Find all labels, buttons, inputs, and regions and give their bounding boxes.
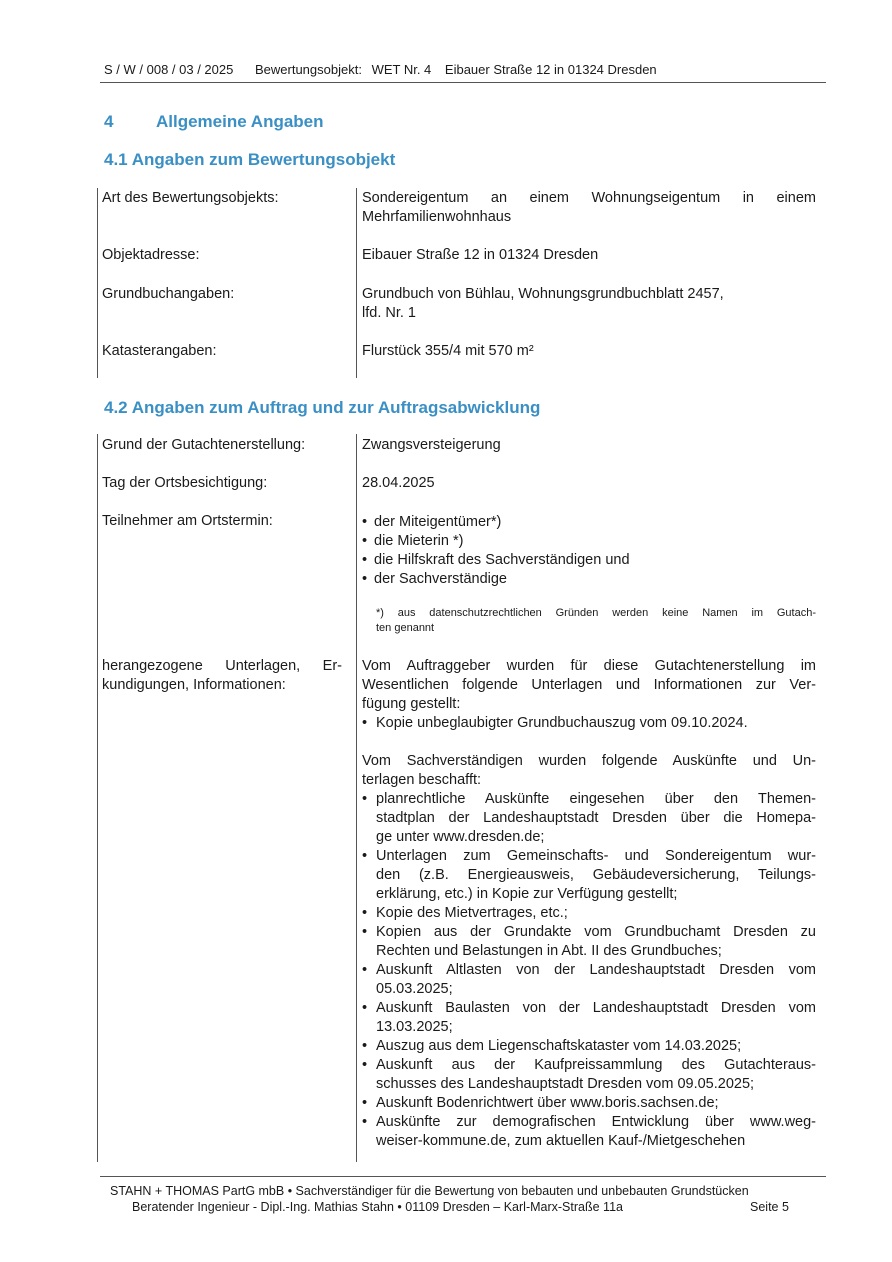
value-ortsbesichtigung: 28.04.2025 <box>362 475 435 491</box>
list-item-line: • Auskunft aus der Kaufpreissammlung des Gutachteraus- <box>376 1057 816 1073</box>
list-item <box>362 904 816 923</box>
table-column-divider <box>356 188 357 378</box>
list-item-line: weiser-kommune.de, zum aktuellen Kauf-/Mietgeschehen <box>376 1133 746 1149</box>
footer-divider <box>100 1176 826 1177</box>
list-item-line: • Auskunft Bodenrichtwert über www.boris.sachsen.de; <box>376 1095 719 1111</box>
value-line: Grundbuch von Bühlau, Wohnungsgrundbuchblatt 2457, <box>362 286 724 302</box>
document-reference: S / W / 008 / 03 / 2025 <box>104 62 234 77</box>
list-item-line: 05.03.2025; <box>376 981 453 997</box>
list-item-line: • planrechtliche Auskünfte eingesehen über den Themen- <box>376 791 816 807</box>
label-line: kundigungen, Informationen: <box>102 677 286 693</box>
section-number: 4 <box>104 112 114 131</box>
label-art: Art des Bewertungsobjekts: <box>102 190 279 206</box>
label-ortsbesichtigung: Tag der Ortsbesichtigung: <box>102 475 268 491</box>
auftraggeber-block <box>362 657 816 733</box>
section-4-2-heading: 4.2 Angaben zum Auftrag und zur Auftragsabwicklung <box>104 398 541 417</box>
value-grundbuch <box>362 285 816 323</box>
sachverstaendiger-block <box>362 752 816 1151</box>
footer-company: STAHN + THOMAS PartG mbB • Sachverständiger für die Bewertung von bebauten und unbebauten Grundstücken <box>110 1184 749 1198</box>
value-art <box>362 189 816 227</box>
list-item <box>362 1113 816 1151</box>
list-item-line: • Kopie des Mietvertrages, etc.; <box>376 905 568 921</box>
footer-address: Beratender Ingenieur - Dipl.-Ing. Mathias Stahn • 01109 Dresden – Karl-Marx-Straße 11a <box>132 1200 623 1214</box>
sources-list <box>362 790 816 1151</box>
list-item <box>362 790 816 847</box>
object-unit: WET Nr. 4 <box>371 62 432 77</box>
list-item-line: schusses des Landeshauptstadt Dresden vom 09.05.2025; <box>376 1076 755 1092</box>
list-item-line: Rechten und Belastungen in Abt. II des Grundbuches; <box>376 943 722 959</box>
list-item-line: • Auskunft Baulasten von der Landeshauptstadt Dresden vom <box>376 1000 816 1016</box>
paragraph-line: Vom Auftraggeber wurden für diese Gutachtenerstellung im <box>362 658 816 674</box>
list-item-line: • Unterlagen zum Gemeinschafts- und Sondereigentum wur- <box>376 848 816 864</box>
label-line: herangezogene Unterlagen, Er- <box>102 658 342 674</box>
list-item-line: stadtplan der Landeshauptstadt Dresden über die Homepa- <box>376 810 816 826</box>
privacy-footnote <box>376 606 816 636</box>
object-address: Eibauer Straße 12 in 01324 Dresden <box>444 62 657 77</box>
list-item <box>362 923 816 961</box>
list-item-line: 13.03.2025; <box>376 1019 453 1035</box>
footnote-line: *) aus datenschutzrechtlichen Gründen werden keine Namen im Gutach- <box>376 607 816 619</box>
list-item: • der Sachverständige <box>362 570 816 589</box>
list-item-line: • Auszug aus dem Liegenschaftskataster vom 14.03.2025; <box>376 1038 742 1054</box>
list-item <box>362 999 816 1037</box>
list-item: • die Mieterin *) <box>362 532 816 551</box>
list-item: • Kopie unbeglaubigter Grundbuchauszug vom 09.10.2024. <box>362 714 816 733</box>
paragraph-line: terlagen beschafft: <box>362 772 482 788</box>
list-item-line: • Kopien aus der Grundakte vom Grundbuchamt Dresden zu <box>376 924 816 940</box>
footnote-line: ten genannt <box>376 622 435 634</box>
value-grund: Zwangsversteigerung <box>362 437 501 453</box>
section-title: Allgemeine Angaben <box>156 112 324 131</box>
list-item-line: • Auskunft Altlasten von der Landeshauptstadt Dresden vom <box>376 962 816 978</box>
list-item <box>362 1094 816 1113</box>
section-4-1-heading: 4.1 Angaben zum Bewertungsobjekt <box>104 150 396 169</box>
paragraph-line: Vom Sachverständigen wurden folgende Auskünfte und Un- <box>362 753 816 769</box>
label-teilnehmer: Teilnehmer am Ortstermin: <box>102 513 273 529</box>
table-left-border <box>97 188 98 378</box>
list-item <box>362 847 816 904</box>
label-objektadresse: Objektadresse: <box>102 247 200 263</box>
label-kataster: Katasterangaben: <box>102 343 217 359</box>
value-line: lfd. Nr. 1 <box>362 305 416 321</box>
label-grund: Grund der Gutachtenerstellung: <box>102 437 306 453</box>
table-left-border <box>97 434 98 1162</box>
paragraph-line: Wesentlichen folgende Unterlagen und Informationen zur Ver- <box>362 677 816 693</box>
list-item <box>362 961 816 999</box>
header-divider <box>100 82 826 83</box>
list-item: • der Miteigentümer*) <box>362 513 816 532</box>
list-item-line: den (z.B. Energieausweis, Gebäudeversicherung, Teilungs- <box>376 867 816 883</box>
list-item-line: erklärung, etc.) in Kopie zur Verfügung gestellt; <box>376 886 678 902</box>
value-line: Sondereigentum an einem Wohnungseigentum in einem <box>362 190 816 206</box>
label-unterlagen <box>102 657 342 695</box>
paragraph-line: fügung gestellt: <box>362 696 461 712</box>
section-4-heading <box>104 112 324 132</box>
value-kataster: Flurstück 355/4 mit 570 m² <box>362 343 534 359</box>
list-item <box>362 1056 816 1094</box>
label-grundbuch: Grundbuchangaben: <box>102 286 235 302</box>
list-item: • die Hilfskraft des Sachverständigen und <box>362 551 816 570</box>
object-label: Bewertungsobjekt: <box>254 62 362 77</box>
list-item <box>362 1037 816 1056</box>
value-objektadresse: Eibauer Straße 12 in 01324 Dresden <box>362 247 599 263</box>
table-column-divider <box>356 434 357 1162</box>
list-item-line: • Auskünfte zur demografischen Entwicklung über www.weg- <box>376 1114 816 1130</box>
teilnehmer-list <box>362 513 816 589</box>
value-line: Mehrfamilienwohnhaus <box>362 209 512 225</box>
list-item-line: ge unter www.dresden.de; <box>376 829 545 845</box>
page-number: Seite 5 <box>750 1200 789 1214</box>
page-header <box>104 62 824 77</box>
